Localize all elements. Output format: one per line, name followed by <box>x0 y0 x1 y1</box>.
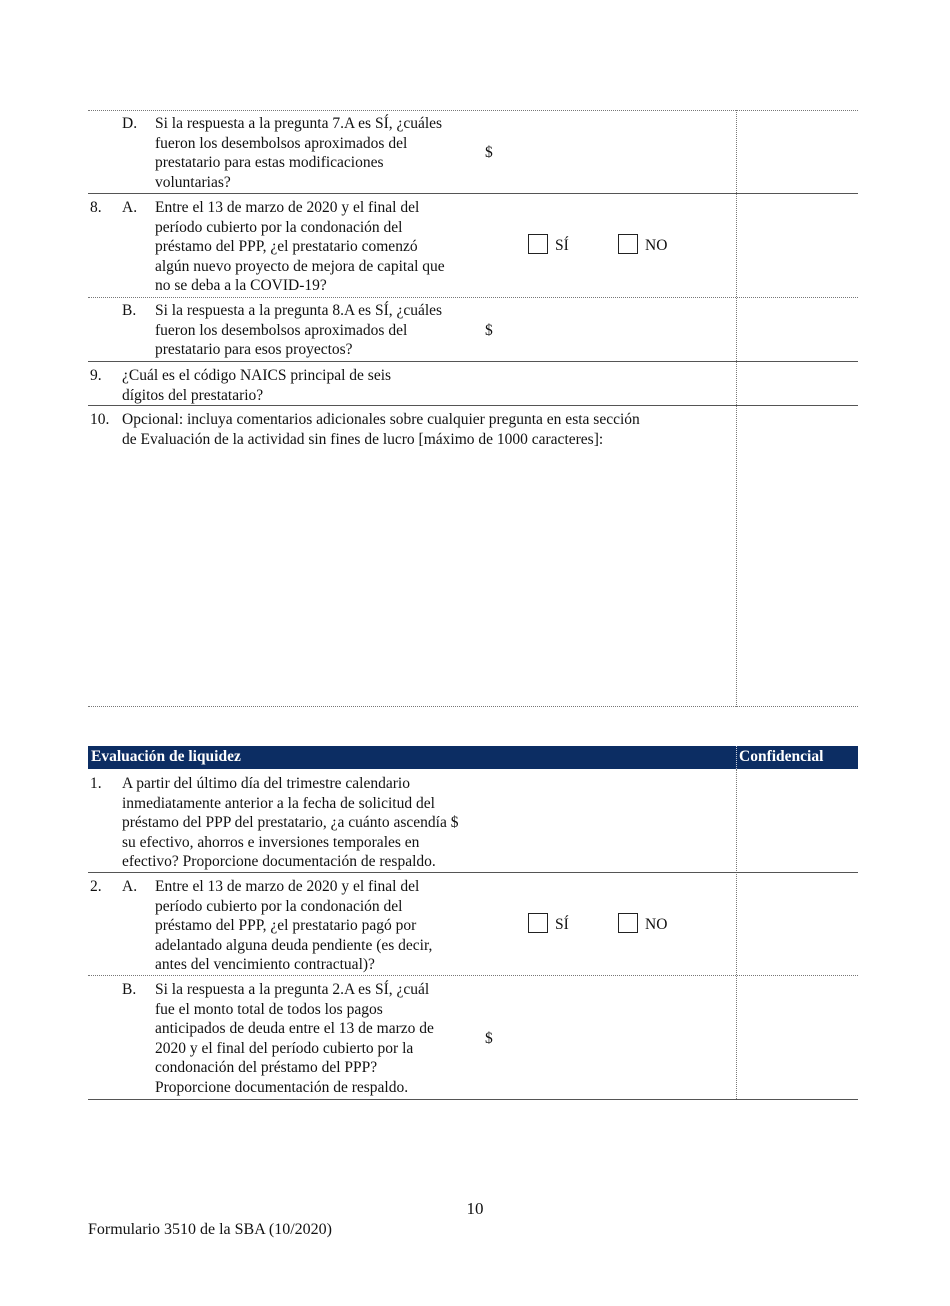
liquidity-question-1-text: A partir del último día del trimestre calendario inmediatamente anterior a la fecha de solicitud del préstamo del PPP del prestatario, ¿a cuánto ascendía $ su efectivo, ahorros e inversiones temporales en efectivo? Proporcione documentación de respaldo. <box>122 775 459 870</box>
row-divider <box>88 706 858 707</box>
form-label: Formulario 3510 de la SBA (10/2020) <box>88 1221 332 1238</box>
liquidity-question-2b-text: Si la respuesta a la pregunta 2.A es SÍ, ¿cuál fue el monto total de todos los pagos anticipados de deuda entre el 13 de marzo de 2020 y el final del período cubierto por la condonación del préstamo del PPP? Proporcione documentación de respaldo. <box>155 981 434 1096</box>
page-number: 10 <box>466 1199 484 1218</box>
question-8b-text: Si la respuesta a la pregunta 8.A es SÍ, ¿cuáles fueron los desembolsos aproximados del prestatario para esos proyectos? <box>155 302 443 358</box>
question-8a-no-checkbox[interactable] <box>618 234 638 254</box>
confidential-column-divider <box>736 110 737 707</box>
row-divider <box>88 975 858 976</box>
liquidity-section-header <box>88 746 858 769</box>
question-7d-text: Si la respuesta a la pregunta 7.A es SÍ, ¿cuáles fueron los desembolsos aproximados del prestatario para estas modificaciones voluntarias? <box>155 115 443 191</box>
liquidity-question-2a-letter: A. <box>122 878 138 895</box>
liquidity-question-2a-yes-checkbox[interactable] <box>528 913 548 933</box>
liquidity-question-2a-yes-label: SÍ <box>555 916 569 933</box>
liquidity-question-2b-amount-field[interactable]: $ <box>485 1030 493 1047</box>
liquidity-question-2a-no-label: NO <box>645 916 668 933</box>
question-7d-letter: D. <box>122 115 138 132</box>
question-7d-amount-field[interactable]: $ <box>485 144 493 161</box>
liquidity-question-1-number: 1. <box>90 775 102 792</box>
row-divider <box>88 405 858 406</box>
question-8a-letter: A. <box>122 199 138 216</box>
question-8a-yes-label: SÍ <box>555 237 569 254</box>
row-divider <box>88 361 858 362</box>
question-9-number: 9. <box>90 367 102 384</box>
confidential-column-divider <box>736 769 737 1099</box>
liquidity-question-2-number: 2. <box>90 878 102 895</box>
question-8a-yes-checkbox[interactable] <box>528 234 548 254</box>
liquidity-section-title: Evaluación de liquidez <box>91 748 241 765</box>
question-8a-no-label: NO <box>645 237 668 254</box>
question-8-number: 8. <box>90 199 102 216</box>
question-10-comments-area[interactable] <box>88 450 734 705</box>
row-divider <box>88 872 858 873</box>
question-8b-amount-field[interactable]: $ <box>485 322 493 339</box>
question-9-text: ¿Cuál es el código NAICS principal de seis dígitos del prestatario? <box>122 367 392 404</box>
liquidity-question-2b-letter: B. <box>122 981 137 998</box>
question-10-number: 10. <box>90 411 110 428</box>
question-8a-text: Entre el 13 de marzo de 2020 y el final del período cubierto por la condonación del préstamo del PPP, ¿el prestatario comenzó algún nuevo proyecto de mejora de capital que no se deba a la COVID-19? <box>155 199 445 294</box>
question-8b-letter: B. <box>122 302 137 319</box>
row-divider <box>88 297 858 298</box>
row-divider <box>88 110 858 111</box>
row-divider <box>88 1099 858 1100</box>
question-10-text: Opcional: incluya comentarios adicionales sobre cualquier pregunta en esta sección de Evaluación de la actividad sin fines de lucro [máximo de 1000 caracteres]: <box>122 411 640 448</box>
confidential-column-title: Confidencial <box>739 748 824 765</box>
row-divider <box>88 193 858 194</box>
liquidity-question-2a-no-checkbox[interactable] <box>618 913 638 933</box>
liquidity-question-2a-text: Entre el 13 de marzo de 2020 y el final del período cubierto por la condonación del préstamo del PPP, ¿el prestatario pagó por adelantado alguna deuda pendiente (es decir, antes del vencimiento contractual)? <box>155 878 433 973</box>
